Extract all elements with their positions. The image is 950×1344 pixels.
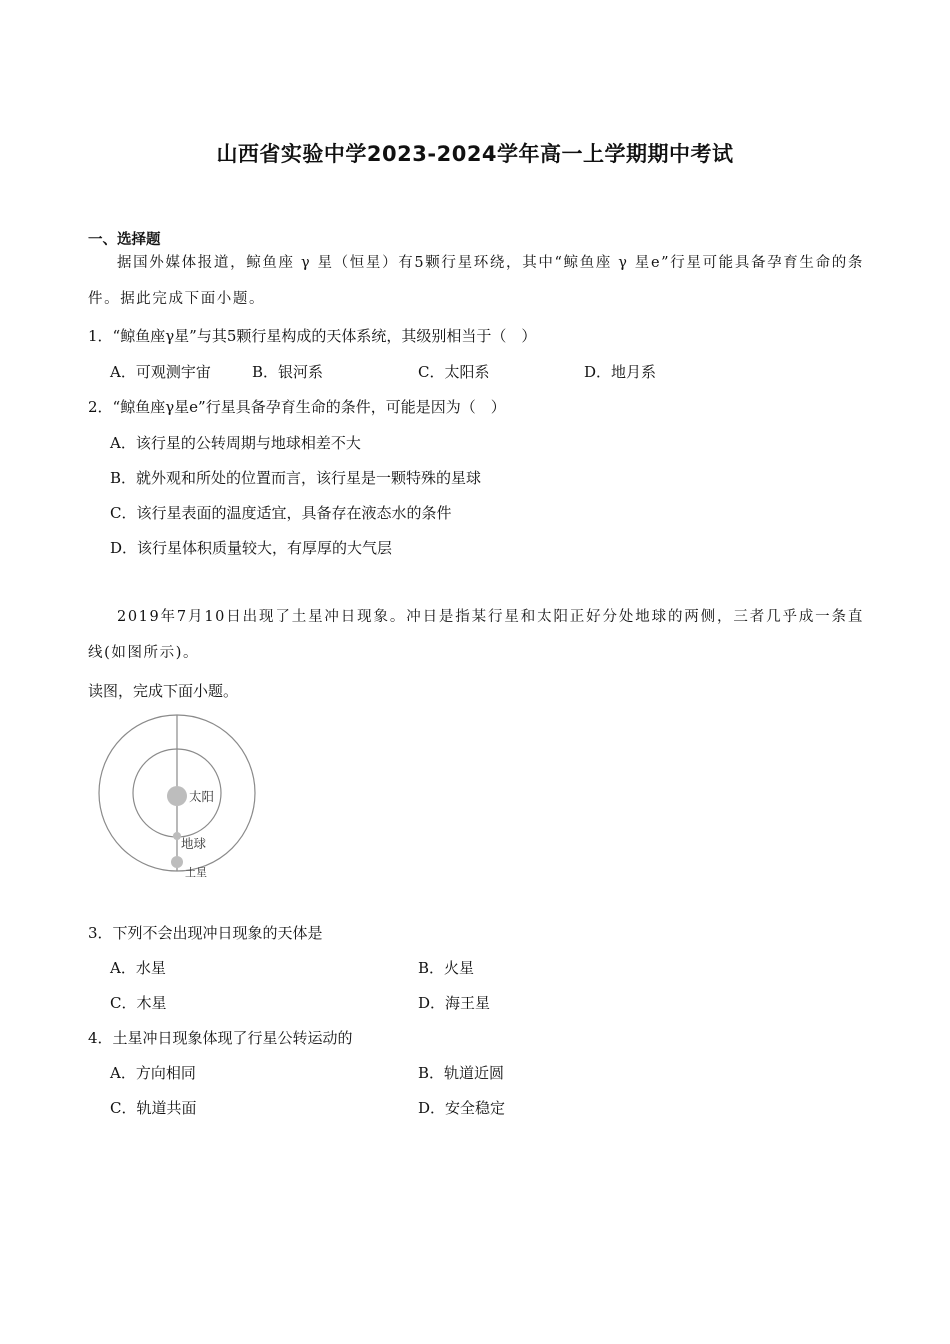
question-3-option-b: B．火星 <box>418 959 475 977</box>
saturn-body <box>171 856 183 868</box>
question-1-option-b: B．银河系 <box>252 363 324 381</box>
page-title: 山西省实验中学2023-2024学年高一上学期期中考试 <box>216 142 734 166</box>
passage-2: 2019年7月10日出现了土星冲日现象。冲日是指某行星和太阳正好分处地球的两侧，三者几乎成一条直线(如图所示)。 <box>88 609 864 661</box>
question-3-option-c: C．木星 <box>110 994 167 1012</box>
sun-label: 太阳 <box>189 789 215 804</box>
earth-label: 地球 <box>181 836 207 851</box>
sun-body <box>167 786 187 806</box>
saturn-opposition-diagram <box>88 708 278 888</box>
question-3-option-d: D．海王星 <box>418 994 491 1012</box>
passage-2-note: 读图，完成下面小题。 <box>88 682 239 700</box>
question-4-option-b: B．轨道近圆 <box>418 1064 505 1082</box>
question-2-option-d: D．该行星体积质量较大，有厚厚的大气层 <box>110 539 393 557</box>
question-4-option-c: C．轨道共面 <box>110 1099 197 1117</box>
passage-1: 据国外媒体报道，鲸鱼座 γ 星（恒星）有5颗行星环绕，其中“鲸鱼座 γ 星e”行星可能具备孕育生命的条件。据此完成下面小题。 <box>88 255 864 307</box>
question-2-stem: 2．“鲸鱼座γ星e”行星具备孕育生命的条件，可能是因为（ ） <box>88 398 506 416</box>
question-1-stem: 1．“鲸鱼座γ星”与其5颗行星构成的天体系统，其级别相当于（ ） <box>88 327 537 345</box>
question-4-stem: 4．土星冲日现象体现了行星公转运动的 <box>88 1029 353 1047</box>
question-1-option-a: A．可观测宇宙 <box>110 363 211 381</box>
question-3-option-a: A．水星 <box>110 959 166 977</box>
question-4-option-a: A．方向相同 <box>110 1064 196 1082</box>
question-1-option-d: D．地月系 <box>584 363 657 381</box>
question-3-stem: 3．下列不会出现冲日现象的天体是 <box>88 924 323 942</box>
question-2-option-c: C．该行星表面的温度适宜，具备存在液态水的条件 <box>110 504 452 522</box>
section-heading: 一、选择题 <box>88 232 161 248</box>
saturn-label: 土星 <box>185 866 207 879</box>
question-2-option-b: B．就外观和所处的位置而言，该行星是一颗特殊的星球 <box>110 469 482 487</box>
earth-body <box>173 832 181 840</box>
question-1-option-c: C．太阳系 <box>418 363 490 381</box>
question-2-option-a: A．该行星的公转周期与地球相差不大 <box>110 434 361 452</box>
question-4-option-d: D．安全稳定 <box>418 1099 506 1117</box>
